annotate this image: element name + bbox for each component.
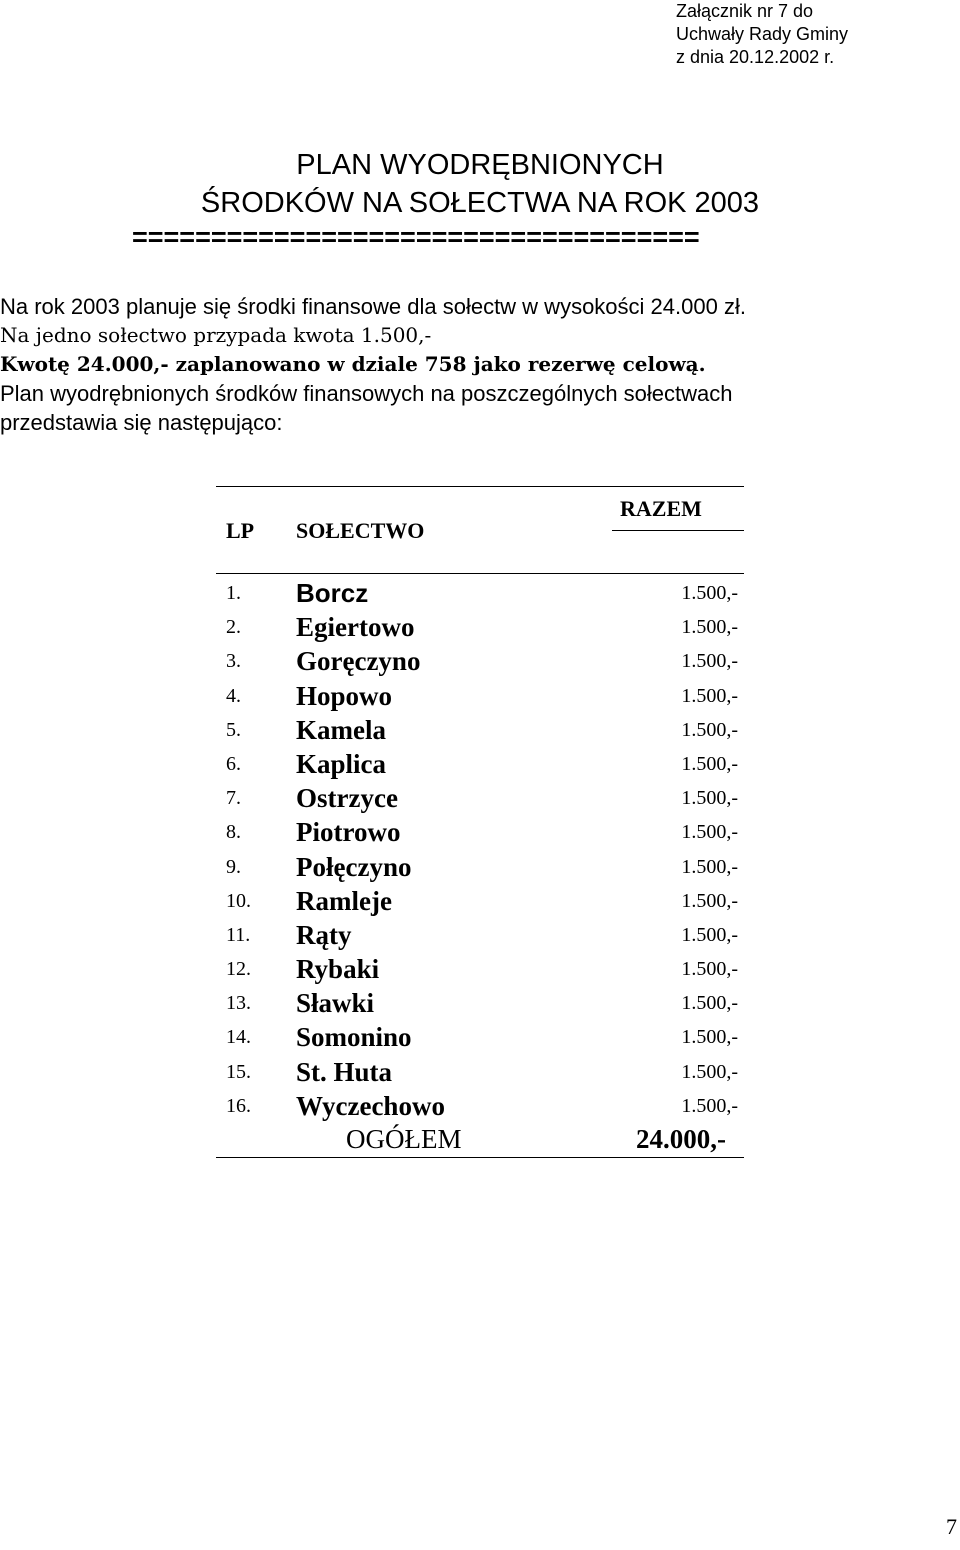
row-name: St. Huta xyxy=(296,1056,393,1087)
row-amount: 1.500,- xyxy=(681,855,738,878)
row-number: 12. xyxy=(226,958,251,981)
row-number: 13. xyxy=(226,992,251,1015)
table-row xyxy=(0,1057,960,1091)
row-amount: 1.500,- xyxy=(681,650,738,673)
table-row xyxy=(0,988,960,1022)
intro-text xyxy=(0,292,960,437)
attachment-note xyxy=(676,0,848,69)
document-title xyxy=(0,146,960,222)
table-row xyxy=(0,1091,960,1125)
title-underline: ==================================== xyxy=(132,222,700,252)
attachment-line-1: Załącznik nr 7 do xyxy=(676,1,814,21)
row-name: Sławki xyxy=(296,988,375,1019)
row-name: Borcz xyxy=(296,578,369,608)
row-name: Ramleje xyxy=(296,885,392,916)
row-amount: 1.500,- xyxy=(681,1026,738,1049)
title-line-2: ŚRODKÓW NA SOŁECTWA NA ROK 2003 xyxy=(200,187,760,219)
row-number: 2. xyxy=(226,616,241,639)
table-row xyxy=(0,715,960,749)
table-row xyxy=(0,1022,960,1056)
row-name: Rybaki xyxy=(296,954,380,985)
column-header-total: RAZEM xyxy=(620,496,702,521)
row-amount: 1.500,- xyxy=(681,992,738,1015)
row-number: 4. xyxy=(226,684,241,707)
row-number: 3. xyxy=(226,650,241,673)
row-name: Kaplica xyxy=(296,748,387,779)
total-header-underline xyxy=(612,530,744,531)
table-body xyxy=(0,578,960,1125)
row-number: 1. xyxy=(226,582,241,604)
row-amount: 1.500,- xyxy=(681,958,738,981)
row-name: Goręczyno xyxy=(296,646,421,677)
row-amount: 1.500,- xyxy=(681,752,738,775)
row-number: 8. xyxy=(226,821,241,844)
row-amount: 1.500,- xyxy=(681,718,738,741)
table-bottom-border xyxy=(216,1157,744,1158)
page-number: 7 xyxy=(946,1514,957,1539)
attachment-line-3: z dnia 20.12.2002 r. xyxy=(676,47,835,67)
intro-paragraph-1: Na rok 2003 planuje się środki finansowe dla sołectw w wysokości 24.000 zł. xyxy=(0,294,746,319)
row-amount: 1.500,- xyxy=(681,1094,738,1117)
intro-paragraph-4: Plan wyodrębnionych środków finansowych na poszczególnych sołectwach xyxy=(0,381,733,406)
table-row xyxy=(0,783,960,817)
row-amount: 1.500,- xyxy=(681,616,738,639)
row-name: Połęczyno xyxy=(296,851,412,882)
column-header-lp: LP xyxy=(226,518,255,543)
row-number: 6. xyxy=(226,752,241,775)
row-number: 7. xyxy=(226,787,241,810)
row-name: Kamela xyxy=(296,714,386,745)
row-amount: 1.500,- xyxy=(681,684,738,707)
row-number: 15. xyxy=(226,1060,251,1083)
table-row xyxy=(0,852,960,886)
table-row xyxy=(0,920,960,954)
attachment-line-2: Uchwały Rady Gminy xyxy=(676,24,849,44)
table-top-border xyxy=(216,486,744,487)
row-amount: 1.500,- xyxy=(681,889,738,912)
table-row xyxy=(0,578,960,612)
row-amount: 1.500,- xyxy=(681,821,738,844)
table-header-border xyxy=(216,573,744,574)
row-name: Ostrzyce xyxy=(296,783,398,814)
row-name: Piotrowo xyxy=(296,817,401,848)
column-header-name: SOŁECTWO xyxy=(296,518,425,543)
row-name: Wyczechowo xyxy=(296,1090,445,1121)
table-row xyxy=(0,612,960,646)
row-name: Hopowo xyxy=(296,680,393,711)
total-value: 24.000,- xyxy=(636,1124,726,1154)
row-amount: 1.500,- xyxy=(681,923,738,946)
row-number: 14. xyxy=(226,1026,251,1049)
row-amount: 1.500,- xyxy=(681,787,738,810)
table-row xyxy=(0,681,960,715)
intro-paragraph-3: Kwotę 24.000,- zaplanowano w dziale 758 jako rezerwę celową. xyxy=(0,352,706,376)
table-row xyxy=(0,954,960,988)
row-amount: 1.500,- xyxy=(681,582,738,604)
row-number: 11. xyxy=(226,923,251,946)
table-row xyxy=(0,817,960,851)
row-name: Rąty xyxy=(296,919,352,950)
row-amount: 1.500,- xyxy=(681,1060,738,1083)
intro-paragraph-5: przedstawia się następująco: xyxy=(0,410,283,435)
table-row xyxy=(0,646,960,680)
title-line-1: PLAN WYODRĘBNIONYCH xyxy=(296,149,664,181)
table-row xyxy=(0,749,960,783)
row-number: 5. xyxy=(226,718,241,741)
table-row xyxy=(0,886,960,920)
row-number: 9. xyxy=(226,855,241,878)
row-number: 10. xyxy=(226,889,251,912)
row-number: 16. xyxy=(226,1094,251,1117)
total-label: OGÓŁEM xyxy=(346,1124,462,1154)
row-name: Somonino xyxy=(296,1022,412,1053)
intro-paragraph-2: Na jedno sołectwo przypada kwota 1.500,- xyxy=(0,323,432,347)
row-name: Egiertowo xyxy=(296,612,415,643)
